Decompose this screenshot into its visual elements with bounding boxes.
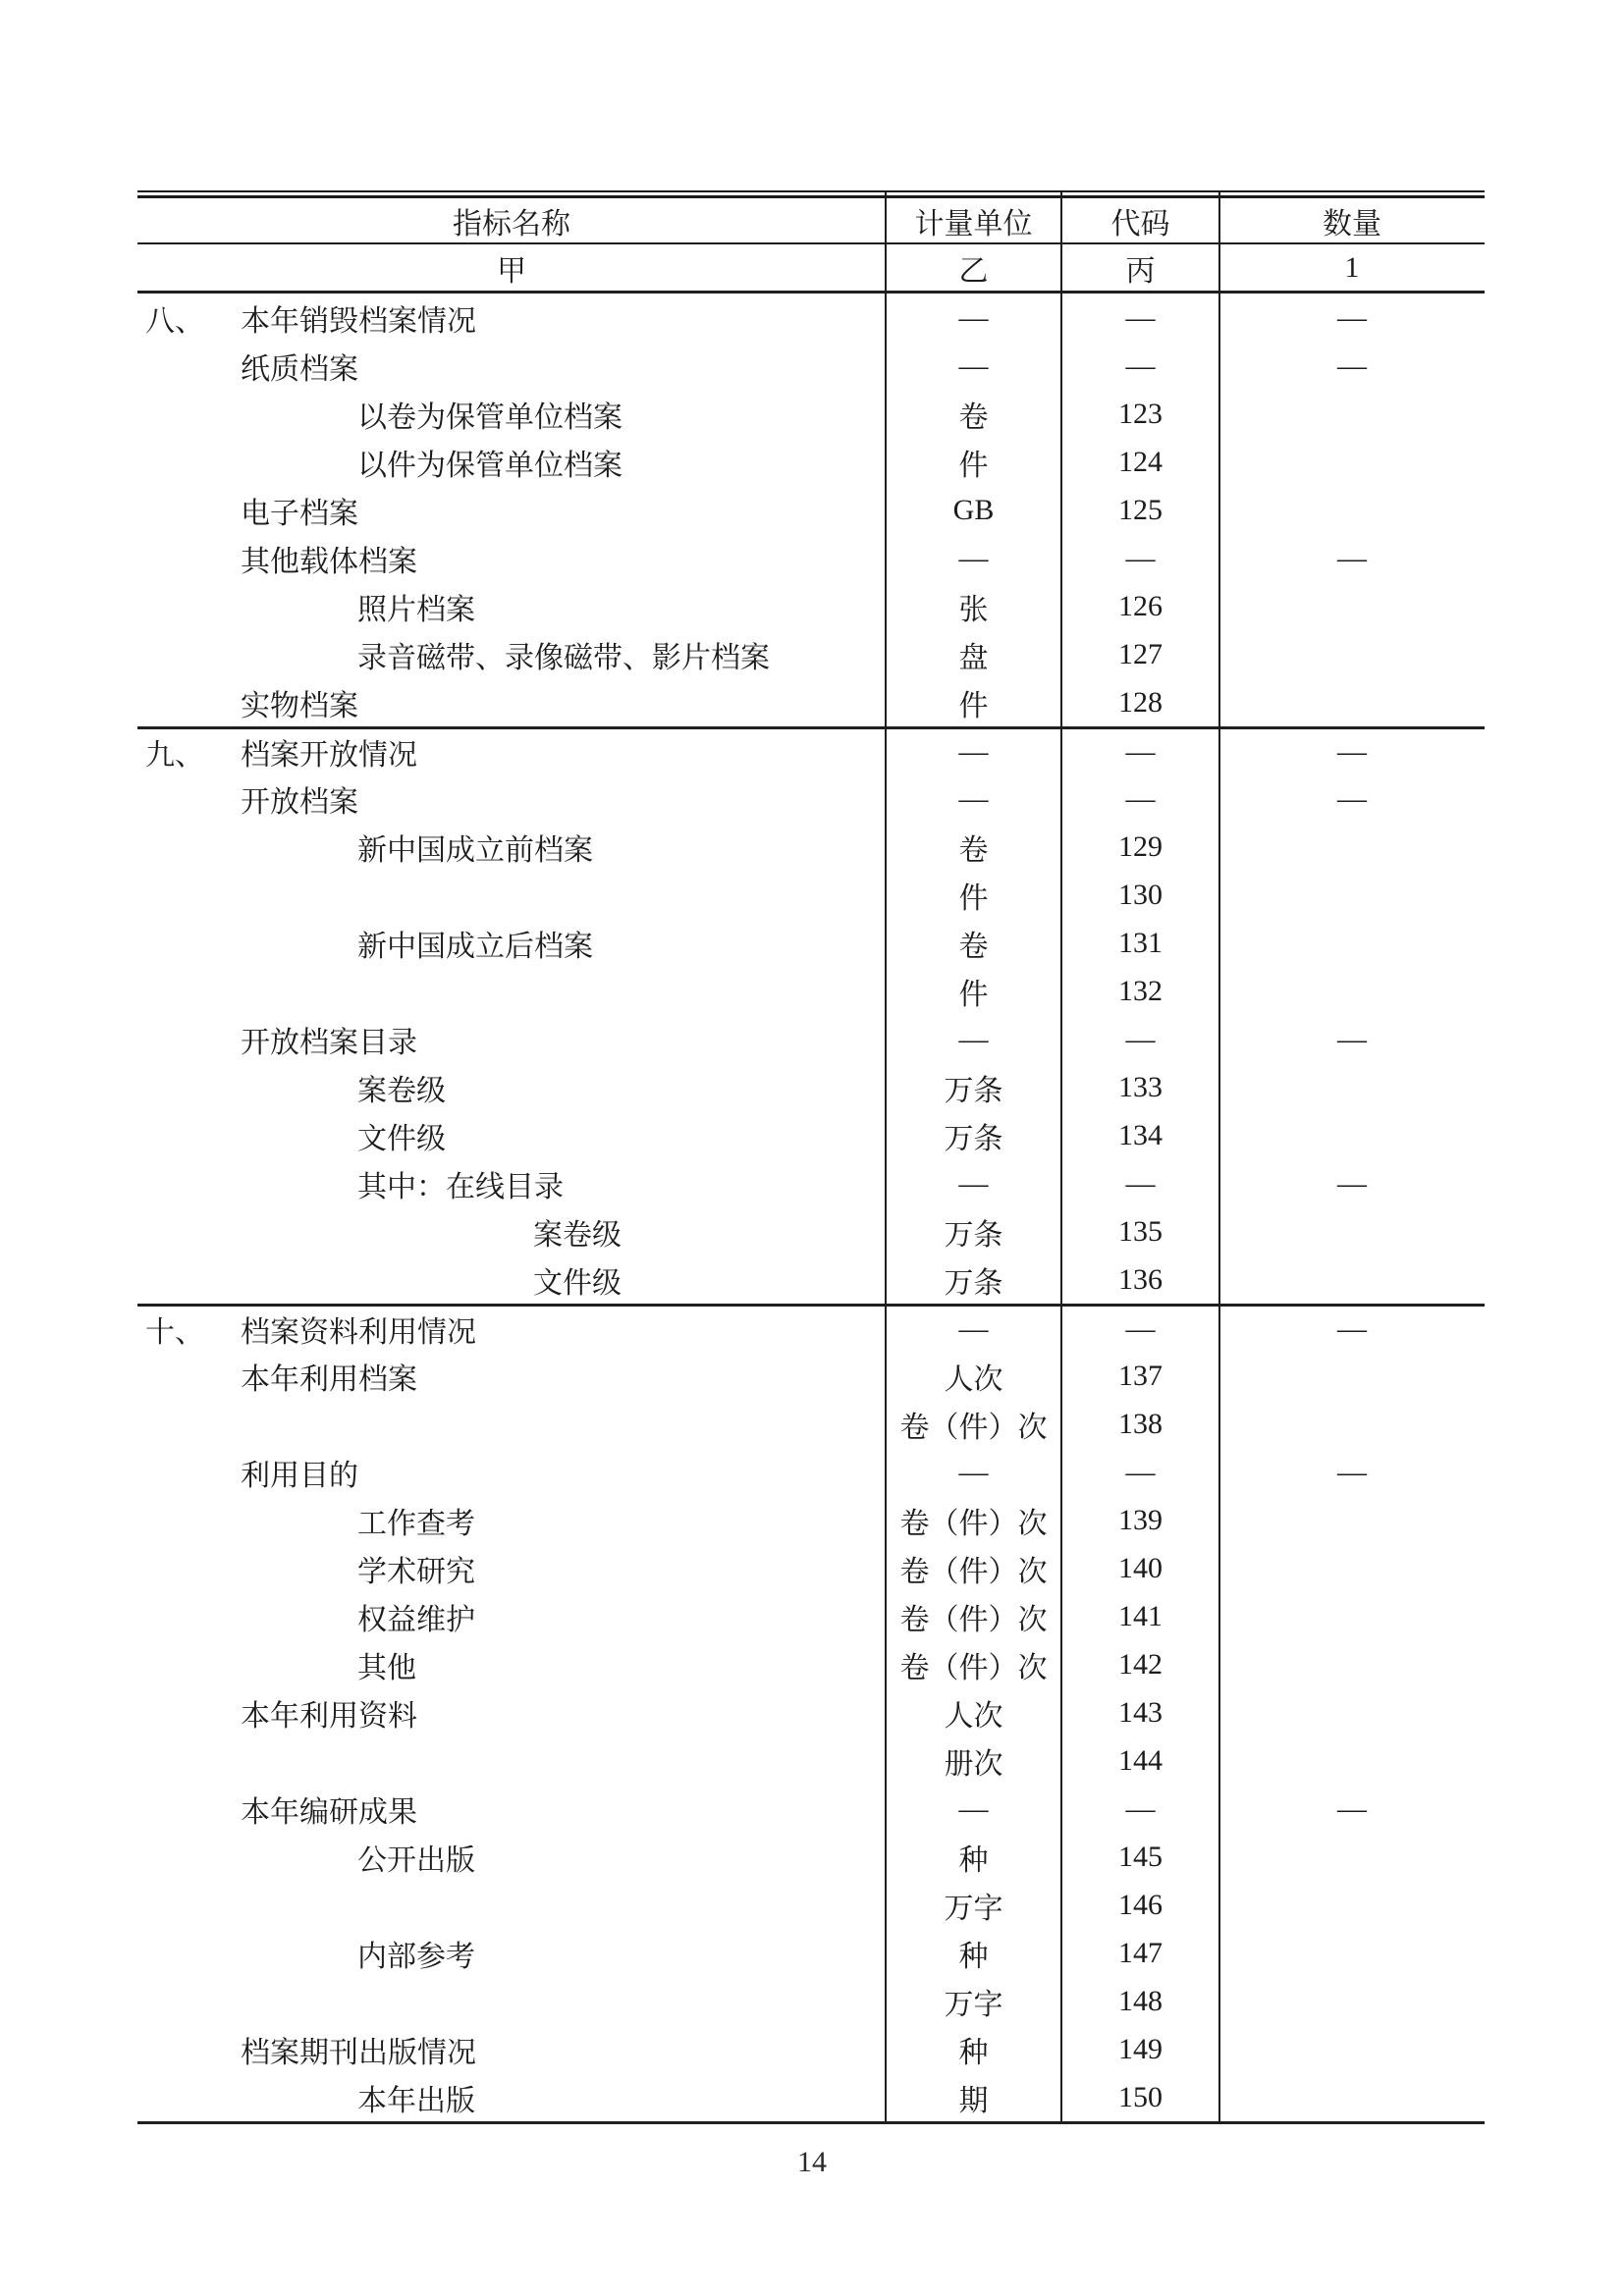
table-row: [137, 1977, 1485, 2025]
table-row: [137, 1063, 1485, 1111]
indicator-cell: [137, 1111, 886, 1159]
quantity-cell: [1219, 1833, 1485, 1881]
quantity-cell: [1219, 1929, 1485, 1977]
quantity-cell: —: [1337, 541, 1367, 574]
table-row: [137, 1352, 1485, 1400]
code-cell: 125: [1118, 493, 1163, 526]
quantity-cell: [1219, 2073, 1485, 2121]
code-cell: 130: [1118, 878, 1163, 911]
key-cell-1: 1: [1344, 250, 1360, 284]
code-cell: 139: [1118, 1503, 1163, 1536]
code-cell: 142: [1118, 1647, 1163, 1681]
table-row: [137, 1592, 1485, 1640]
col-header-quantity: 数量: [1323, 207, 1381, 240]
code-cell: 131: [1118, 926, 1163, 959]
table-row: [137, 919, 1485, 967]
indicator-cell: [137, 678, 886, 726]
indicator-cell: [137, 774, 886, 823]
unit-cell: 万条: [944, 1122, 1003, 1155]
quantity-cell: [1219, 1111, 1485, 1159]
table-row: [137, 1448, 1485, 1496]
quantity-cell: —: [1337, 735, 1367, 768]
code-cell: 133: [1118, 1070, 1163, 1103]
unit-cell: 种: [958, 1843, 989, 1877]
indicator-label: 录音磁带、录像磁带、影片档案: [357, 641, 770, 674]
unit-cell: 万条: [944, 1266, 1003, 1300]
quantity-cell: [1219, 1592, 1485, 1640]
indicator-label: 工作查考: [357, 1507, 475, 1540]
table-row: [137, 294, 1485, 342]
page-number: 14: [797, 2146, 827, 2178]
code-cell: 138: [1118, 1407, 1163, 1440]
indicator-cell: [137, 1207, 886, 1255]
quantity-cell: —: [1337, 348, 1367, 382]
column-divider-line: [1060, 192, 1062, 2124]
indicator-cell: [137, 1400, 886, 1448]
indicator-label: 公开出版: [357, 1843, 475, 1877]
code-cell: 147: [1118, 1936, 1163, 1969]
indicator-cell: [137, 1688, 886, 1736]
indicator-cell: [137, 294, 886, 342]
code-cell: 124: [1118, 445, 1163, 478]
table-row: [137, 1496, 1485, 1544]
table-row: [137, 1881, 1485, 1929]
unit-cell: 人次: [944, 1699, 1003, 1733]
table-row: [137, 678, 1485, 726]
quantity-cell: —: [1337, 300, 1367, 334]
code-cell: 132: [1118, 974, 1163, 1007]
key-cell-jia: 甲: [497, 254, 526, 288]
code-cell: —: [1125, 781, 1156, 815]
indicator-label: 以件为保管单位档案: [357, 449, 623, 482]
quantity-cell: [1219, 678, 1485, 726]
indicator-label: 开放档案: [241, 785, 358, 819]
indicator-label: 本年销毁档案情况: [241, 304, 476, 338]
indicator-label: 案卷级: [357, 1074, 446, 1107]
table-row: [137, 582, 1485, 630]
indicator-cell: [137, 1785, 886, 1833]
code-cell: 129: [1118, 829, 1163, 863]
col-header-indicator-name: 指标名称: [453, 207, 570, 240]
table-row: [137, 1833, 1485, 1881]
indicator-cell: [137, 1592, 886, 1640]
indicator-cell: [137, 1496, 886, 1544]
indicator-label: 档案开放情况: [241, 739, 417, 772]
indicator-cell: [137, 1881, 886, 1929]
unit-cell: 卷（件）次: [899, 1411, 1048, 1444]
indicator-label: 新中国成立前档案: [357, 833, 593, 867]
table-top-border: [137, 190, 1485, 198]
unit-cell: 万字: [944, 1892, 1003, 1925]
table-header-row: [137, 198, 1485, 242]
table-row: [137, 1159, 1485, 1207]
unit-cell: —: [958, 1791, 989, 1825]
quantity-cell: [1219, 823, 1485, 871]
unit-cell: —: [958, 1312, 989, 1345]
unit-cell: —: [958, 735, 989, 768]
indicator-cell: [137, 1307, 886, 1352]
quantity-cell: —: [1337, 1312, 1367, 1345]
indicator-cell: [137, 967, 886, 1015]
table-row: [137, 1544, 1485, 1592]
indicator-label: 案卷级: [533, 1218, 622, 1252]
table-row: [137, 1304, 1485, 1352]
indicator-cell: [137, 390, 886, 438]
quantity-cell: [1219, 1688, 1485, 1736]
unit-cell: 卷（件）次: [899, 1555, 1048, 1588]
indicator-label: 本年利用资料: [241, 1699, 417, 1733]
quantity-cell: —: [1337, 1791, 1367, 1825]
code-cell: 127: [1118, 637, 1163, 670]
table-row: [137, 823, 1485, 871]
table-row: [137, 486, 1485, 534]
table-row: [137, 1400, 1485, 1448]
indicator-label: 新中国成立后档案: [357, 930, 593, 963]
key-cell-bing: 丙: [1125, 254, 1156, 288]
indicator-cell: [137, 1929, 886, 1977]
table-row: [137, 1929, 1485, 1977]
indicator-label: 本年利用档案: [241, 1362, 417, 1396]
quantity-cell: [1219, 1255, 1485, 1304]
unit-cell: —: [958, 1022, 989, 1055]
unit-cell: 卷（件）次: [899, 1651, 1048, 1684]
indicator-cell: [137, 1736, 886, 1785]
indicator-cell: [137, 919, 886, 967]
quantity-cell: [1219, 1400, 1485, 1448]
unit-cell: 万条: [944, 1074, 1003, 1107]
quantity-cell: [1219, 1977, 1485, 2025]
code-cell: —: [1125, 735, 1156, 768]
table-row: [137, 1688, 1485, 1736]
indicator-label: 其中：在线目录: [357, 1170, 564, 1203]
table-row: [137, 774, 1485, 823]
code-cell: 136: [1118, 1262, 1163, 1296]
key-cell-yi: 乙: [958, 254, 989, 288]
unit-cell: 期: [958, 2084, 989, 2117]
table-row: [137, 2073, 1485, 2121]
code-cell: 123: [1118, 397, 1163, 430]
table-row: [137, 390, 1485, 438]
code-cell: 144: [1118, 1743, 1163, 1777]
code-cell: 128: [1118, 685, 1163, 719]
unit-cell: 盘: [958, 641, 989, 674]
col-header-code: 代码: [1110, 207, 1170, 240]
table-row: [137, 871, 1485, 919]
unit-cell: —: [958, 1455, 989, 1488]
indicator-cell: [137, 1159, 886, 1207]
indicator-label: 档案期刊出版情况: [241, 2036, 476, 2069]
unit-cell: 卷: [958, 400, 989, 434]
unit-cell: 种: [958, 2036, 989, 2069]
quantity-cell: —: [1337, 781, 1367, 815]
table-row: [137, 1255, 1485, 1304]
code-cell: —: [1125, 300, 1156, 334]
indicator-label: 纸质档案: [241, 352, 358, 386]
unit-cell: GB: [952, 493, 995, 526]
indicator-label: 权益维护: [357, 1603, 475, 1636]
unit-cell: 张: [958, 593, 989, 626]
table-row: [137, 342, 1485, 390]
table-row: [137, 967, 1485, 1015]
indicator-label: 利用目的: [241, 1459, 358, 1492]
quantity-cell: [1219, 1207, 1485, 1255]
code-cell: 126: [1118, 589, 1163, 622]
code-cell: 150: [1118, 2080, 1163, 2113]
quantity-cell: [1219, 438, 1485, 486]
unit-cell: 件: [958, 978, 989, 1011]
table-row: [137, 1640, 1485, 1688]
code-cell: —: [1125, 1455, 1156, 1488]
code-cell: 134: [1118, 1118, 1163, 1151]
indicator-cell: [137, 2073, 886, 2121]
indicator-cell: [137, 871, 886, 919]
indicator-label: 本年出版: [357, 2084, 475, 2117]
quantity-cell: [1219, 582, 1485, 630]
unit-cell: 卷: [958, 833, 989, 867]
indicator-cell: [137, 1833, 886, 1881]
quantity-cell: —: [1337, 1022, 1367, 1055]
indicator-label: 照片档案: [357, 593, 475, 626]
indicator-cell: [137, 1977, 886, 2025]
code-cell: —: [1125, 1166, 1156, 1200]
table-row: [137, 1785, 1485, 1833]
indicator-label: 开放档案目录: [241, 1026, 417, 1059]
section-number: 八、: [145, 304, 204, 338]
unit-cell: 人次: [944, 1362, 1003, 1396]
table-row: [137, 438, 1485, 486]
table-bottom-border: [137, 2121, 1485, 2124]
table-row: [137, 2025, 1485, 2073]
quantity-cell: [1219, 919, 1485, 967]
column-divider-line: [1218, 192, 1220, 2124]
quantity-cell: —: [1337, 1455, 1367, 1488]
indicator-cell: [137, 534, 886, 582]
table-row: [137, 1015, 1485, 1063]
quantity-cell: [1219, 1496, 1485, 1544]
code-cell: 149: [1118, 2032, 1163, 2065]
quantity-cell: [1219, 1640, 1485, 1688]
unit-cell: 件: [958, 449, 989, 482]
unit-cell: —: [958, 1166, 989, 1200]
code-cell: —: [1125, 1312, 1156, 1345]
quantity-cell: [1219, 486, 1485, 534]
indicator-cell: [137, 486, 886, 534]
quantity-cell: —: [1337, 1166, 1367, 1200]
code-cell: —: [1125, 541, 1156, 574]
quantity-cell: [1219, 1881, 1485, 1929]
unit-cell: 卷（件）次: [899, 1507, 1048, 1540]
unit-cell: 种: [958, 1940, 989, 1973]
quantity-cell: [1219, 1736, 1485, 1785]
unit-cell: —: [958, 781, 989, 815]
table-rows: [137, 294, 1485, 2121]
indicator-label: 以卷为保管单位档案: [357, 400, 623, 434]
table-row: [137, 1207, 1485, 1255]
section-number: 十、: [145, 1316, 204, 1349]
quantity-cell: [1219, 630, 1485, 678]
quantity-cell: [1219, 967, 1485, 1015]
indicator-cell: [137, 1448, 886, 1496]
table-key-row: [137, 244, 1485, 291]
unit-cell: —: [958, 300, 989, 334]
unit-cell: 册次: [944, 1747, 1003, 1781]
indicator-cell: [137, 582, 886, 630]
col-header-unit: 计量单位: [914, 207, 1033, 240]
indicator-label: 档案资料利用情况: [241, 1316, 476, 1349]
code-cell: —: [1125, 1022, 1156, 1055]
code-cell: 140: [1118, 1551, 1163, 1584]
indicator-label: 内部参考: [357, 1940, 475, 1973]
indicator-cell: [137, 1640, 886, 1688]
code-cell: 137: [1118, 1359, 1163, 1392]
indicator-cell: [137, 1352, 886, 1400]
indicator-cell: [137, 438, 886, 486]
code-cell: —: [1125, 348, 1156, 382]
unit-cell: 卷: [958, 930, 989, 963]
code-cell: 148: [1118, 1984, 1163, 2017]
code-cell: 135: [1118, 1214, 1163, 1248]
indicator-cell: [137, 823, 886, 871]
indicator-label: 文件级: [357, 1122, 446, 1155]
unit-cell: —: [958, 541, 989, 574]
indicator-cell: [137, 1063, 886, 1111]
indicator-label: 实物档案: [241, 689, 358, 722]
code-cell: 143: [1118, 1695, 1163, 1729]
unit-cell: 件: [958, 881, 989, 915]
indicator-cell: [137, 1015, 886, 1063]
quantity-cell: [1219, 2025, 1485, 2073]
code-cell: —: [1125, 1791, 1156, 1825]
quantity-cell: [1219, 1063, 1485, 1111]
section-number: 九、: [145, 739, 204, 772]
table-row: [137, 1736, 1485, 1785]
table-row: [137, 726, 1485, 774]
indicator-cell: [137, 729, 886, 774]
unit-cell: 件: [958, 689, 989, 722]
quantity-cell: [1219, 1544, 1485, 1592]
indicator-cell: [137, 342, 886, 390]
indicator-label: 本年编研成果: [241, 1795, 417, 1829]
statistics-table: [137, 190, 1485, 2124]
unit-cell: 卷（件）次: [899, 1603, 1048, 1636]
unit-cell: 万字: [944, 1988, 1003, 2021]
indicator-label: 文件级: [533, 1266, 622, 1300]
indicator-label: 其他: [357, 1651, 416, 1684]
column-divider-line: [885, 192, 887, 2124]
indicator-label: 学术研究: [357, 1555, 475, 1588]
code-cell: 141: [1118, 1599, 1163, 1632]
unit-cell: 万条: [944, 1218, 1003, 1252]
indicator-cell: [137, 630, 886, 678]
indicator-label: 其他载体档案: [241, 545, 417, 578]
indicator-cell: [137, 2025, 886, 2073]
table-row: [137, 1111, 1485, 1159]
indicator-cell: [137, 1544, 886, 1592]
unit-cell: —: [958, 348, 989, 382]
table-row: [137, 630, 1485, 678]
table-row: [137, 534, 1485, 582]
quantity-cell: [1219, 390, 1485, 438]
indicator-label: 电子档案: [241, 497, 358, 530]
indicator-cell: [137, 1255, 886, 1304]
quantity-cell: [1219, 1352, 1485, 1400]
code-cell: 146: [1118, 1888, 1163, 1921]
code-cell: 145: [1118, 1840, 1163, 1873]
quantity-cell: [1219, 871, 1485, 919]
